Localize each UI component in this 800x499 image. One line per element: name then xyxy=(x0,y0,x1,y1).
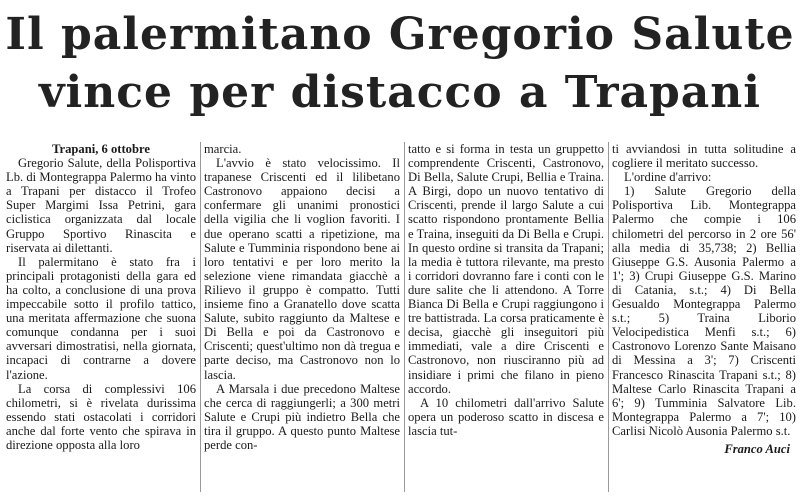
author-signature: Franco Auci xyxy=(724,441,790,456)
column-2 xyxy=(204,142,400,494)
headline xyxy=(0,0,800,130)
dateline-text: Trapani, 6 ottobre xyxy=(52,142,150,156)
paragraph: tatto e si forma in testa un gruppetto comprendente Criscenti, Castronovo, Di Bella, Salute Crupi, Bellia e Traina. A Birgi, dopo un nuovo tentativo di Criscenti, prende il largo Salute a cui scatto rispondono prontamente Bellia e Traina, inseguiti da Di Bella e Crupi. In questo ordine si transita da Trapani; la media è tuttora rilevante, ma presto i corridori dovranno fare i conti con le dure salite che li attendono. A Torre Bianca Di Bella e Crupi raggiungono i tre battistrada. La corsa praticamente è decisa, giacchè gli inseguitori più immediati, vale a dire Criscenti e Castronovo, non riusciranno più ad insidiare i primi che filano in pieno accordo. xyxy=(408,142,604,396)
paragraph: L'ordine d'arrivo: xyxy=(624,170,712,185)
paragraph: marcia. xyxy=(204,142,242,156)
paragraph: 1) Salute Gregorio della Polisportiva Lib. Montegrappa Palermo che compie i 106 chilometri del percorso in 2 ore 56' alla media di 35,738; 2) Bellia Giuseppe G.S. Ausonia Palermo a 1'; 3) Crupi Giuseppe G.S. Marino di Catania, s.t.; 4) Di Bella Gesualdo Montegrappa Palermo s.t.; 5) Traina Liborio Velocipedistica Menfi s.t.; 6) Castronovo Lorenzo Sante Maisano di Messina a 3'; 7) Criscenti Francesco Rinascita Trapani s.t.; 8) Maltese Carlo Rinascita Trapani a 6'; 9) Tumminia Salvatore Lib. Montegrappa Palermo a 7'; 10) Carlisi Nicolò Ausonia Palermo s.t. xyxy=(612,184,796,438)
dateline xyxy=(6,142,196,156)
paragraph: A 10 chilometri dall'arrivo Salute opera un poderoso scatto in discesa e lascia tut- xyxy=(408,395,604,438)
paragraph: L'avvio è stato velocissimo. Il trapanese Criscenti ed il lilibetano Castronovo appaiono decisi a confermare gli unanimi pronostici della vigilia che li voglion favoriti. I due operano scatti a ripetizione, ma Salute e Tumminia rispondono bene ai loro tentativi e per loro merito la selezione viene rimandata giacchè a Rilievo il gruppo è compatto. Tutti insieme fino a Granatello dove scatta Salute, subito raggiunto da Maltese e Di Bella e poi da Castronovo e Criscenti; quest'ultimo non dà tregua e parte deciso, ma Castronovo non lo lascia. xyxy=(204,156,400,382)
column-1 xyxy=(6,142,196,494)
paragraph: Il palermitano è stato fra i principali protagonisti della gara ed ha colto, a conclusione di una prova impeccabile sotto il profilo tattico, una meritata affermazione che suona comunque condanna per i suoi avversari dimostratisi, nella giornata, incapaci di contrarne a dovere l'azione. xyxy=(6,254,196,382)
paragraph: Gregorio Salute, della Polisportiva Lb. di Montegrappa Palermo ha vinto a Trapani per distacco il Trofeo Super Margimi Issa Petrini, gara ciclistica organizzata dal locale Gruppo Sportivo Rinascita e riservata ai dilettanti. xyxy=(6,156,196,255)
column-4 xyxy=(612,142,796,494)
paragraph: ti avviandosi in tutta solitudine a cogliere il meritato successo. xyxy=(612,142,796,171)
headline-line-1: Il palermitano Gregorio Salute xyxy=(5,9,795,60)
paragraph: La corsa di complessivi 106 chilometri, si è rivelata durissima essendo stati ostacolati i corridori anche dal forte vento che spirava in direzione opposta alla loro xyxy=(6,381,196,452)
paragraph: A Marsala i due precedono Maltese che cerca di raggiungerli; a 300 metri Salute e Crupi più indietro Bella che tira il gruppo. A questo punto Maltese perde con- xyxy=(204,381,400,452)
article-body xyxy=(6,142,796,494)
column-3 xyxy=(408,142,604,494)
headline-line-2: vince per distacco a Trapani xyxy=(38,67,761,118)
